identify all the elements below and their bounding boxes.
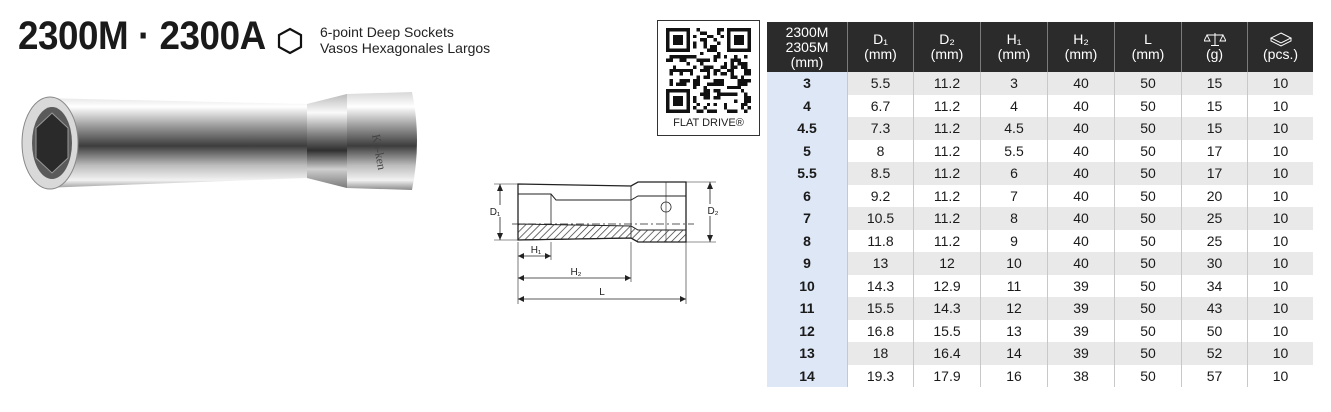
cell-pcs: 10 bbox=[1248, 252, 1314, 275]
cell-size: 6 bbox=[767, 185, 848, 208]
col-header-pcs: (pcs.) bbox=[1248, 22, 1314, 72]
cell-size: 5.5 bbox=[767, 162, 848, 185]
qr-code bbox=[666, 28, 751, 113]
cell-pcs: 10 bbox=[1248, 297, 1314, 320]
qr-label: FLAT DRIVE® bbox=[673, 117, 744, 129]
cell-pcs: 10 bbox=[1248, 72, 1314, 95]
cell-d2: 11.2 bbox=[914, 140, 981, 163]
cell-d2: 11.2 bbox=[914, 162, 981, 185]
cell-l: 50 bbox=[1115, 320, 1182, 343]
cell-weight: 20 bbox=[1182, 185, 1248, 208]
cell-weight: 43 bbox=[1182, 297, 1248, 320]
cell-d1: 14.3 bbox=[848, 275, 914, 298]
cell-pcs: 10 bbox=[1248, 365, 1314, 388]
cell-d1: 16.8 bbox=[848, 320, 914, 343]
col-header-size: 2300M 2305M (mm) bbox=[767, 22, 848, 72]
cell-size: 8 bbox=[767, 230, 848, 253]
cell-pcs: 10 bbox=[1248, 185, 1314, 208]
col-header-d2: D₂ (mm) bbox=[914, 22, 981, 72]
cell-d1: 15.5 bbox=[848, 297, 914, 320]
col-header-l: L (mm) bbox=[1115, 22, 1182, 72]
table-header-row bbox=[767, 22, 1313, 72]
cell-d1: 19.3 bbox=[848, 365, 914, 388]
product-description bbox=[320, 24, 490, 56]
cell-l: 50 bbox=[1115, 252, 1182, 275]
cell-h2: 38 bbox=[1048, 365, 1115, 388]
cell-d2: 11.2 bbox=[914, 95, 981, 118]
table-row bbox=[767, 365, 1313, 388]
cell-size: 11 bbox=[767, 297, 848, 320]
table-row bbox=[767, 297, 1313, 320]
cell-d1: 6.7 bbox=[848, 95, 914, 118]
cell-d1: 18 bbox=[848, 342, 914, 365]
cell-h2: 40 bbox=[1048, 95, 1115, 118]
cell-h1: 9 bbox=[981, 230, 1048, 253]
cell-l: 50 bbox=[1115, 162, 1182, 185]
cell-size: 14 bbox=[767, 365, 848, 388]
cell-h1: 5.5 bbox=[981, 140, 1048, 163]
cell-h1: 7 bbox=[981, 185, 1048, 208]
cell-weight: 52 bbox=[1182, 342, 1248, 365]
cell-d2: 15.5 bbox=[914, 320, 981, 343]
cell-h2: 39 bbox=[1048, 320, 1115, 343]
cell-weight: 15 bbox=[1182, 95, 1248, 118]
cell-d1: 8 bbox=[848, 140, 914, 163]
cell-d2: 11.2 bbox=[914, 72, 981, 95]
description-es: Vasos Hexagonales Largos bbox=[320, 40, 491, 56]
cell-h1: 13 bbox=[981, 320, 1048, 343]
cell-h2: 39 bbox=[1048, 275, 1115, 298]
table-row bbox=[767, 252, 1313, 275]
dim-l-label: L bbox=[599, 287, 605, 298]
cell-h2: 40 bbox=[1048, 185, 1115, 208]
cell-d2: 11.2 bbox=[914, 117, 981, 140]
table-row bbox=[767, 72, 1313, 95]
dim-h1-label: H₁ bbox=[530, 245, 542, 256]
cell-pcs: 10 bbox=[1248, 117, 1314, 140]
cell-l: 50 bbox=[1115, 185, 1182, 208]
cell-h1: 12 bbox=[981, 297, 1048, 320]
cell-weight: 50 bbox=[1182, 320, 1248, 343]
cell-l: 50 bbox=[1115, 207, 1182, 230]
cell-h1: 4 bbox=[981, 95, 1048, 118]
cell-d1: 10.5 bbox=[848, 207, 914, 230]
cell-pcs: 10 bbox=[1248, 140, 1314, 163]
cell-d2: 14.3 bbox=[914, 297, 981, 320]
qr-code-box[interactable] bbox=[657, 20, 760, 136]
cell-weight: 15 bbox=[1182, 72, 1248, 95]
cell-size: 12 bbox=[767, 320, 848, 343]
cell-d2: 11.2 bbox=[914, 185, 981, 208]
cell-weight: 57 bbox=[1182, 365, 1248, 388]
cell-d2: 16.4 bbox=[914, 342, 981, 365]
table-row bbox=[767, 320, 1313, 343]
col-header-weight: (g) bbox=[1182, 22, 1248, 72]
cell-d2: 12.9 bbox=[914, 275, 981, 298]
cell-l: 50 bbox=[1115, 297, 1182, 320]
cell-l: 50 bbox=[1115, 117, 1182, 140]
page-title: 2300M · 2300A bbox=[18, 14, 266, 58]
cell-weight: 15 bbox=[1182, 117, 1248, 140]
cell-weight: 17 bbox=[1182, 162, 1248, 185]
table-row bbox=[767, 185, 1313, 208]
col-header-h2: H₂ (mm) bbox=[1048, 22, 1115, 72]
cell-pcs: 10 bbox=[1248, 230, 1314, 253]
cell-h2: 40 bbox=[1048, 230, 1115, 253]
cell-size: 10 bbox=[767, 275, 848, 298]
cell-size: 9 bbox=[767, 252, 848, 275]
cell-weight: 25 bbox=[1182, 207, 1248, 230]
cell-l: 50 bbox=[1115, 72, 1182, 95]
cell-h1: 8 bbox=[981, 207, 1048, 230]
cell-h2: 40 bbox=[1048, 252, 1115, 275]
description-en: 6-point Deep Sockets bbox=[320, 24, 454, 40]
socket-photo bbox=[12, 80, 422, 210]
table-row bbox=[767, 140, 1313, 163]
cell-h2: 40 bbox=[1048, 72, 1115, 95]
col-header-d1: D₁ (mm) bbox=[848, 22, 914, 72]
cell-weight: 30 bbox=[1182, 252, 1248, 275]
cell-h1: 6 bbox=[981, 162, 1048, 185]
col-header-h1: H₁ (mm) bbox=[981, 22, 1048, 72]
package-icon bbox=[1270, 32, 1292, 47]
cell-l: 50 bbox=[1115, 140, 1182, 163]
cell-pcs: 10 bbox=[1248, 320, 1314, 343]
cell-weight: 17 bbox=[1182, 140, 1248, 163]
cell-pcs: 10 bbox=[1248, 162, 1314, 185]
cell-h2: 40 bbox=[1048, 207, 1115, 230]
cell-l: 50 bbox=[1115, 342, 1182, 365]
table-row bbox=[767, 162, 1313, 185]
cell-d1: 5.5 bbox=[848, 72, 914, 95]
cell-weight: 25 bbox=[1182, 230, 1248, 253]
socket-diagram bbox=[486, 172, 726, 312]
cell-h1: 10 bbox=[981, 252, 1048, 275]
table-row bbox=[767, 342, 1313, 365]
hexagon-icon bbox=[276, 27, 304, 55]
cell-d2: 11.2 bbox=[914, 207, 981, 230]
cell-d1: 13 bbox=[848, 252, 914, 275]
cell-d1: 7.3 bbox=[848, 117, 914, 140]
cell-d1: 8.5 bbox=[848, 162, 914, 185]
table-row bbox=[767, 230, 1313, 253]
cell-h1: 11 bbox=[981, 275, 1048, 298]
dim-h2-label: H₂ bbox=[570, 267, 582, 278]
cell-h1: 4.5 bbox=[981, 117, 1048, 140]
cell-pcs: 10 bbox=[1248, 95, 1314, 118]
cell-weight: 34 bbox=[1182, 275, 1248, 298]
cell-size: 3 bbox=[767, 72, 848, 95]
cell-size: 4 bbox=[767, 95, 848, 118]
cell-l: 50 bbox=[1115, 275, 1182, 298]
cell-size: 4.5 bbox=[767, 117, 848, 140]
cell-d1: 9.2 bbox=[848, 185, 914, 208]
cell-h2: 39 bbox=[1048, 297, 1115, 320]
cell-size: 7 bbox=[767, 207, 848, 230]
dim-d2-label: D₂ bbox=[707, 206, 719, 217]
cell-d1: 11.8 bbox=[848, 230, 914, 253]
cell-h2: 40 bbox=[1048, 117, 1115, 140]
cell-h1: 14 bbox=[981, 342, 1048, 365]
cell-pcs: 10 bbox=[1248, 207, 1314, 230]
cell-l: 50 bbox=[1115, 230, 1182, 253]
cell-pcs: 10 bbox=[1248, 275, 1314, 298]
dim-d1-label: D₁ bbox=[489, 207, 501, 218]
table-row bbox=[767, 117, 1313, 140]
scale-icon bbox=[1204, 32, 1226, 47]
table-row bbox=[767, 95, 1313, 118]
cell-h2: 40 bbox=[1048, 162, 1115, 185]
svg-text:Ko-ken: Ko-ken bbox=[369, 133, 390, 171]
cell-d2: 17.9 bbox=[914, 365, 981, 388]
spec-table bbox=[767, 22, 1313, 387]
cell-d2: 12 bbox=[914, 252, 981, 275]
cell-h2: 40 bbox=[1048, 140, 1115, 163]
cell-l: 50 bbox=[1115, 365, 1182, 388]
table-row bbox=[767, 207, 1313, 230]
cell-pcs: 10 bbox=[1248, 342, 1314, 365]
cell-l: 50 bbox=[1115, 95, 1182, 118]
cell-size: 13 bbox=[767, 342, 848, 365]
cell-h2: 39 bbox=[1048, 342, 1115, 365]
cell-d2: 11.2 bbox=[914, 230, 981, 253]
cell-h1: 3 bbox=[981, 72, 1048, 95]
cell-size: 5 bbox=[767, 140, 848, 163]
cell-h1: 16 bbox=[981, 365, 1048, 388]
table-row bbox=[767, 275, 1313, 298]
